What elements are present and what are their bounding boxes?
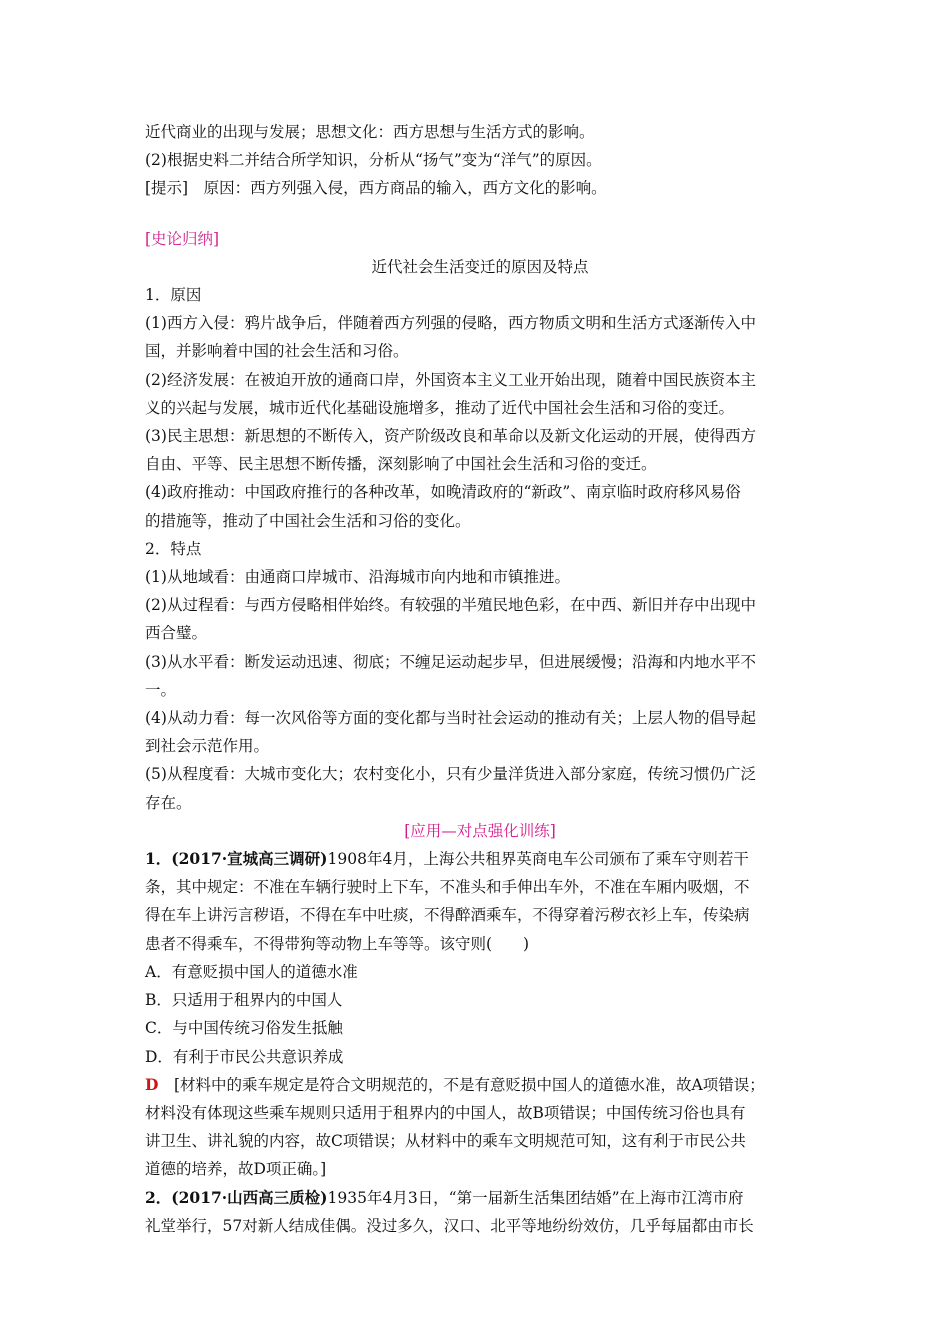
explanation-line: 道德的培养，故D项正确。] bbox=[145, 1160, 327, 1179]
text-line: 的措施等，推动了中国社会生活和习俗的变化。 bbox=[145, 511, 471, 530]
question-text: 1908年4月，上海公共租界英商电车公司颁布了乘车守则若干 bbox=[327, 850, 749, 869]
text-line: (2)经济发展：在被迫开放的通商口岸，外国资本主义工业开始出现，随着中国民族资本主 bbox=[145, 370, 756, 389]
answer-line bbox=[145, 1071, 815, 1099]
question-line: 得在车上讲污言秽语，不得在车中吐痰，不得醉酒乘车，不得穿着污秽衣衫上车，传染病 bbox=[145, 906, 750, 925]
text-line: 国，并影响着中国的社会生活和习俗。 bbox=[145, 342, 409, 361]
text-line: (5)从程度看：大城市变化大；农村变化小，只有少量洋货进入部分家庭，传统习惯仍广泛 bbox=[145, 765, 756, 784]
question-text: 1935年4月3日，“第一届新生活集团结婚”在上海市江湾市府 bbox=[327, 1188, 744, 1207]
option-b: B．只适用于租界内的中国人 bbox=[145, 991, 343, 1010]
text-line: 存在。 bbox=[145, 793, 192, 812]
text-line: (2)从过程看：与西方侵略相伴始终。有较强的半殖民地色彩，在中西、新旧并存中出现中 bbox=[145, 596, 756, 615]
text-line: (2)根据史料二并结合所学知识，分析从“扬气”变为“洋气”的原因。 bbox=[145, 151, 602, 170]
reasons-heading: 1．原因 bbox=[145, 286, 202, 305]
option-c: C．与中国传统习俗发生抵触 bbox=[145, 1019, 343, 1038]
text-line: 一。 bbox=[145, 680, 177, 699]
text-line: (4)从动力看：每一次风俗等方面的变化都与当时社会运动的推动有关；上层人物的倡导起 bbox=[145, 709, 756, 728]
text-line: (3)民主思想：新思想的不断传入，资产阶级改良和革命以及新文化运动的开展，使得西方 bbox=[145, 427, 756, 446]
question-2 bbox=[145, 1184, 815, 1240]
question-line: 礼堂举行，57对新人结成佳偶。没过多久，汉口、北平等地纷纷效仿，几乎每届都由市长 bbox=[145, 1216, 754, 1235]
question-line bbox=[145, 845, 815, 873]
question-number: 2． bbox=[145, 1187, 172, 1207]
question-1 bbox=[145, 845, 815, 1183]
explanation-line: 讲卫生、讲礼貌的内容，故C项错误；从材料中的乘车文明规范可知，这有利于市民公共 bbox=[145, 1132, 746, 1151]
text-line: (3)从水平看：断发运动迅速、彻底；不缠足运动起步早，但进展缓慢；沿海和内地水平不 bbox=[145, 652, 756, 671]
question-line: 条，其中规定：不准在车辆行驶时上下车，不准头和手伸出车外，不准在车厢内吸烟，不 bbox=[145, 878, 750, 897]
intro-block bbox=[145, 118, 815, 203]
explanation-line: 材料没有体现这些乘车规则只适用于租界内的中国人，故B项错误；中国传统习俗也具有 bbox=[145, 1103, 746, 1122]
option-d: D．有利于市民公共意识养成 bbox=[145, 1047, 344, 1066]
text-line: 近代商业的出现与发展；思想文化：西方思想与生活方式的影响。 bbox=[145, 123, 595, 141]
section-tag: [史论归纳] bbox=[145, 229, 220, 248]
answer-letter: D bbox=[145, 1074, 159, 1094]
text-line: 西合璧。 bbox=[145, 624, 208, 643]
text-line: (1)从地域看：由通商口岸城市、沿海城市向内地和市镇推进。 bbox=[145, 568, 570, 587]
features-heading: 2．特点 bbox=[145, 539, 202, 558]
hint-line: [提示] 原因：西方列强入侵，西方商品的输入，西方文化的影响。 bbox=[145, 179, 607, 198]
question-line: 患者不得乘车，不得带狗等动物上车等等。该守则( ) bbox=[145, 934, 530, 953]
text-line: 自由、平等、民主思想不断传播，深刻影响了中国社会生活和习俗的变迁。 bbox=[145, 455, 657, 474]
text-line: 到社会示范作用。 bbox=[145, 737, 270, 756]
document-page bbox=[145, 118, 815, 1240]
question-line bbox=[145, 1184, 815, 1212]
section-title: 近代社会生活变迁的原因及特点 bbox=[371, 257, 589, 276]
option-a: A．有意贬损中国人的道德水准 bbox=[145, 962, 358, 981]
explanation-text: [材料中的乘车规定是符合文明规范的，不是有意贬损中国人的道德水准，故A项错误； bbox=[158, 1075, 765, 1094]
text-line: (1)西方入侵：鸦片战争后，伴随着西方列强的侵略，西方物质文明和生活方式逐渐传入中 bbox=[145, 314, 756, 333]
question-number: 1． bbox=[145, 849, 172, 869]
text-line: (4)政府推动：中国政府推行的各种改革，如晚清政府的“新政”、南京临时政府移风易俗 bbox=[145, 483, 741, 502]
reasons-block bbox=[145, 281, 815, 535]
question-source: (2017·山西高三质检) bbox=[171, 1187, 328, 1207]
question-source: (2017·宣城高三调研) bbox=[171, 849, 328, 869]
features-block bbox=[145, 535, 815, 817]
text-line: 义的兴起与发展，城市近代化基础设施增多，推动了近代中国社会生活和习俗的变迁。 bbox=[145, 398, 735, 417]
training-tag: [应用—对点强化训练] bbox=[404, 821, 556, 840]
